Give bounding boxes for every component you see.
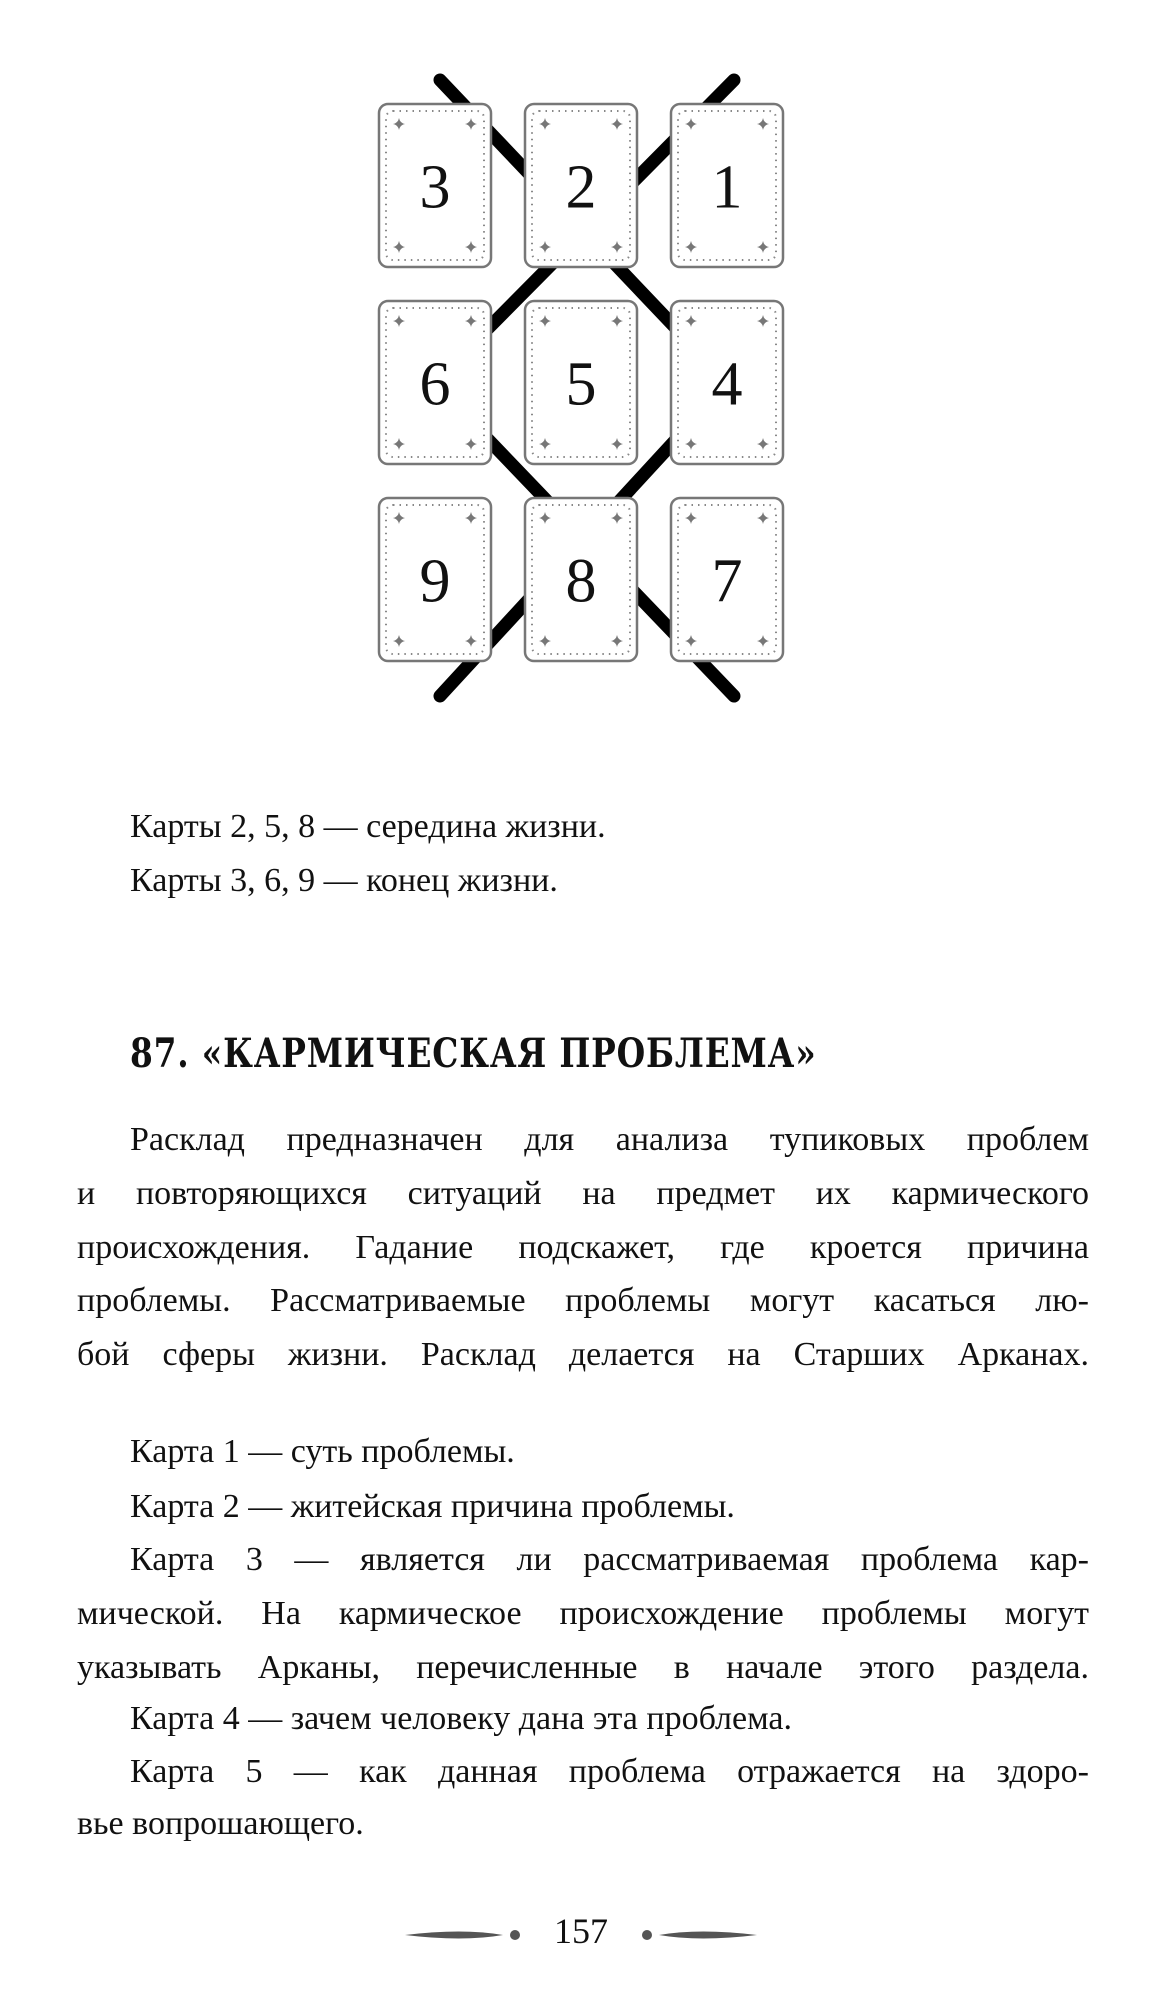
card-description: Карта 1 — суть проблемы. xyxy=(130,1433,515,1470)
card-description: вье вопрошающего. xyxy=(77,1805,364,1842)
text-line: Карты 2, 5, 8 — середина жизни. xyxy=(130,808,606,845)
tarot-card-2 xyxy=(525,104,637,267)
card-number: 5 xyxy=(565,350,597,419)
tarot-card-1 xyxy=(671,104,783,267)
tarot-card-3 xyxy=(379,104,491,267)
paragraph-line: проблемы. Рассматриваемые проблемы могут касаться лю- xyxy=(77,1282,1089,1319)
card-description: указывать Арканы, перечисленные в начале этого раздела. xyxy=(77,1649,1089,1686)
paragraph-line: происхождения. Гадание подскажет, где кроется причина xyxy=(77,1229,1089,1266)
card-number: 7 xyxy=(711,547,743,616)
card-description: Карта 4 — зачем человеку дана эта проблема. xyxy=(130,1700,792,1737)
section-heading: 87. «КАРМИЧЕСКАЯ ПРОБЛЕМА» xyxy=(130,1030,817,1077)
ornament-left-icon xyxy=(403,1925,523,1945)
tarot-card-5 xyxy=(525,301,637,464)
tarot-card-8 xyxy=(525,498,637,661)
text-line: Карты 3, 6, 9 — конец жизни. xyxy=(130,862,558,899)
card-number: 6 xyxy=(419,350,451,419)
tarot-card-9 xyxy=(379,498,491,661)
card-number: 4 xyxy=(711,350,743,419)
card-number: 1 xyxy=(711,153,743,222)
page-number: 157 xyxy=(554,1911,608,1951)
ornament-right-icon xyxy=(639,1925,759,1945)
page-footer xyxy=(0,1910,1162,1952)
card-number: 3 xyxy=(419,153,451,222)
tarot-card-4 xyxy=(671,301,783,464)
card-description: Карта 5 — как данная проблема отражается на здоро- xyxy=(130,1753,1089,1790)
card-number: 9 xyxy=(419,547,451,616)
card-number: 2 xyxy=(565,153,597,222)
card-layout-diagram xyxy=(0,0,1162,720)
tarot-card-7 xyxy=(671,498,783,661)
paragraph-line: и повторяющихся ситуаций на предмет их кармического xyxy=(77,1175,1089,1212)
card-number: 8 xyxy=(565,547,597,616)
tarot-card-6 xyxy=(379,301,491,464)
paragraph-line: Расклад предназначен для анализа тупиковых проблем xyxy=(130,1121,1089,1158)
paragraph-line: бой сферы жизни. Расклад делается на Старших Арканах. xyxy=(77,1336,1089,1373)
card-description: Карта 3 — является ли рассматриваемая проблема кар- xyxy=(130,1541,1089,1578)
card-description: Карта 2 — житейская причина проблемы. xyxy=(130,1488,735,1525)
card-description: мической. На кармическое происхождение проблемы могут xyxy=(77,1595,1089,1632)
